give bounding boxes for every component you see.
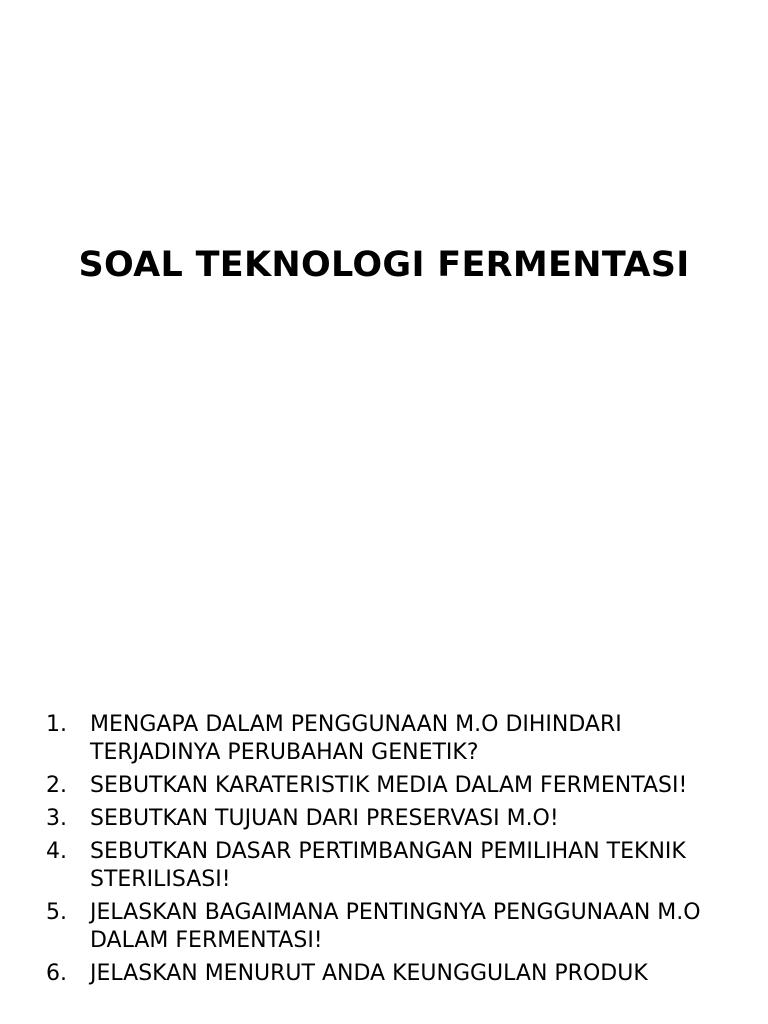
question-text: SEBUTKAN TUJUAN DARI PRESERVASI M.O! <box>90 806 559 831</box>
question-text: JELASKAN MENURUT ANDA KEUNGGULAN PRODUK <box>90 961 648 986</box>
question-number: 2. <box>46 773 67 798</box>
question-number: 5. <box>46 900 67 925</box>
question-item-1 <box>46 711 746 767</box>
question-text: MENGAPA DALAM PENGGUNAAN M.O DIHINDARI TERJADINYA PERUBAHAN GENETIK? <box>90 712 622 765</box>
page-title: SOAL TEKNOLOGI FERMENTASI <box>78 245 690 286</box>
question-item-6 <box>46 960 746 988</box>
question-number: 6. <box>46 961 67 986</box>
question-item-4 <box>46 838 746 894</box>
question-number: 4. <box>46 839 67 864</box>
question-text: SEBUTKAN DASAR PERTIMBANGAN PEMILIHAN TEKNIK STERILISASI! <box>90 839 686 892</box>
question-item-5 <box>46 899 746 955</box>
question-number: 3. <box>46 806 67 831</box>
question-list <box>46 711 746 993</box>
question-item-3 <box>46 805 746 833</box>
question-text: JELASKAN BAGAIMANA PENTINGNYA PENGGUNAAN M.O DALAM FERMENTASI! <box>90 900 701 953</box>
question-number: 1. <box>46 712 67 737</box>
question-item-2 <box>46 772 746 800</box>
question-text: SEBUTKAN KARATERISTIK MEDIA DALAM FERMENTASI! <box>90 773 688 798</box>
